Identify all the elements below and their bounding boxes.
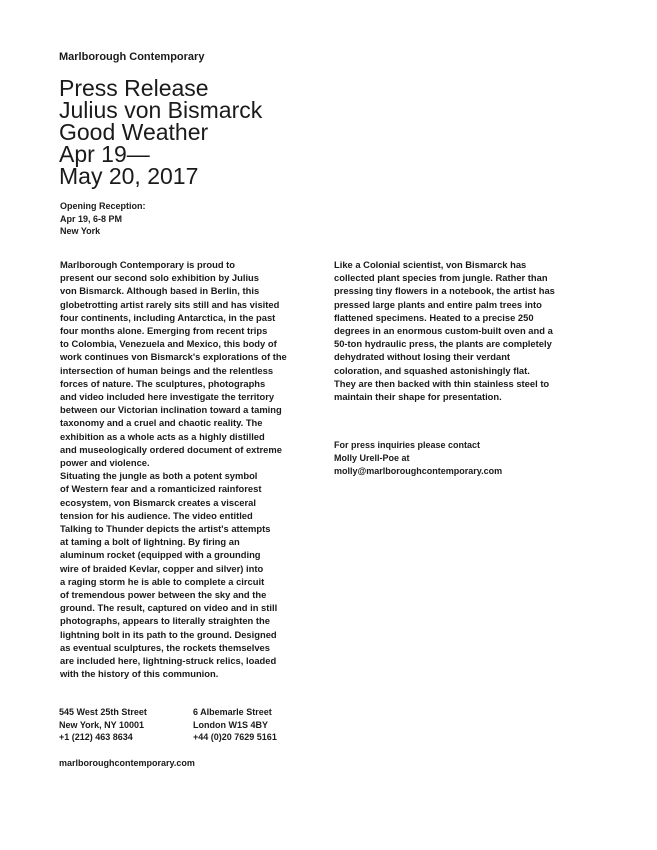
gallery-name: Marlborough Contemporary xyxy=(59,51,205,63)
title-line: Good Weather xyxy=(59,119,209,145)
address-city: London W1S 4BY xyxy=(193,719,268,730)
body-text-line: Marlborough Contemporary is proud to xyxy=(60,259,235,270)
body-text-line: tension for his audience. The video entitled xyxy=(60,509,253,521)
body-column-right xyxy=(334,258,555,403)
body-text-line: present our second solo exhibition by Julius xyxy=(60,272,259,284)
address-phone: +1 (212) 463 8634 xyxy=(59,732,133,742)
body-text-line: ecosystem, von Bismarck creates a visceral xyxy=(60,496,256,508)
address-city: New York, NY 10001 xyxy=(59,719,145,730)
body-text-line: ground. The result, captured on video and in still xyxy=(60,602,278,614)
website-link[interactable]: marlboroughcontemporary.com xyxy=(59,758,195,768)
address-street: 545 West 25th Street xyxy=(59,707,147,717)
body-text-line: pressing tiny flowers in a notebook, the artist has xyxy=(334,285,555,297)
title-line: Apr 19— xyxy=(59,141,150,167)
address-street: 6 Albemarle Street xyxy=(193,707,272,717)
body-text-line: at taming a bolt of lightning. By firing an xyxy=(60,536,240,548)
body-text-line: degrees in an enormous custom-built oven and a xyxy=(334,325,553,337)
body-text-line: They are then backed with thin stainless steel to xyxy=(334,377,550,389)
press-release-title xyxy=(59,77,262,187)
press-contact-line: For press inquiries please contact xyxy=(334,440,481,450)
body-text-line: globetrotting artist rarely sits still and has visited xyxy=(60,298,280,310)
reception-city: New York xyxy=(60,226,101,236)
body-text-line: and video included here investigate the territory xyxy=(60,391,275,403)
press-contact-email[interactable]: molly@marlboroughcontemporary.com xyxy=(334,466,503,476)
body-text-line: lightning bolt in its path to the ground. Designed xyxy=(60,628,277,640)
body-text-line: intersection of human beings and the relentless xyxy=(60,364,274,376)
body-text-line: a raging storm he is able to complete a circuit xyxy=(60,575,265,587)
press-contact xyxy=(334,439,502,478)
body-text-line: to Colombia, Venezuela and Mexico, this body of xyxy=(60,338,277,350)
title-line: Julius von Bismarck xyxy=(59,97,263,123)
body-column-left xyxy=(60,258,287,681)
body-text-line: taxonomy and a cruel and chaotic reality. The xyxy=(60,417,263,429)
body-text-line: aluminum rocket (equipped with a grounding xyxy=(60,549,261,561)
body-text-line: wire of braided Kevlar, copper and silver) into xyxy=(60,562,264,574)
body-text-line: work continues von Bismarck's explorations of the xyxy=(60,351,287,363)
title-line: Press Release xyxy=(59,75,209,101)
body-text-line: of tremendous power between the sky and the xyxy=(60,589,267,601)
body-text-line: are included here, lightning-struck relics, loaded xyxy=(60,655,277,667)
body-text-line: Like a Colonial scientist, von Bismarck has xyxy=(334,259,527,270)
body-text-line: between our Victorian inclination toward a taming xyxy=(60,404,282,416)
body-text-line: of Western fear and a romanticized rainforest xyxy=(60,483,262,495)
press-contact-name: Molly Urell-Poe at xyxy=(334,453,410,463)
body-text-line: Talking to Thunder depicts the artist's attempts xyxy=(60,523,271,535)
body-text-line: collected plant species from jungle. Rather than xyxy=(334,272,548,284)
body-text-line: and museologically ordered document of extreme xyxy=(60,443,282,455)
body-text-line: four months alone. Emerging from recent trips xyxy=(60,325,268,337)
body-text-line: forces of nature. The sculptures, photographs xyxy=(60,377,266,389)
opening-reception xyxy=(60,200,146,238)
body-text-line: pressed large plants and entire palm trees into xyxy=(334,298,542,310)
body-text-line: Situating the jungle as both a potent symbol xyxy=(60,470,258,482)
body-text-line: von Bismarck. Although based in Berlin, this xyxy=(60,285,260,297)
reception-date: Apr 19, 6-8 PM xyxy=(60,213,123,224)
body-text-line: four continents, including Antarctica, in the past xyxy=(60,311,276,323)
body-text-line: power and violence. xyxy=(60,457,150,469)
body-text-line: coloration, and squashed astonishingly flat. xyxy=(334,364,530,376)
body-text-line: flattened specimens. Heated to a precise 250 xyxy=(334,311,534,323)
body-text-line: with the history of this communion. xyxy=(60,668,219,680)
body-text-line: dehydrated without losing their verdant xyxy=(334,351,511,363)
body-text-line: photographs, appears to literally straighten the xyxy=(60,615,270,627)
body-text-line: exhibition as a whole acts as a highly distilled xyxy=(60,430,265,442)
reception-label: Opening Reception: xyxy=(60,201,146,211)
body-text-line: 50-ton hydraulic press, the plants are completely xyxy=(334,338,552,350)
body-text-line: as eventual sculptures, the rockets themselves xyxy=(60,641,270,653)
address-london xyxy=(193,706,277,744)
title-line: May 20, 2017 xyxy=(59,163,199,189)
body-text-line: maintain their shape for presentation. xyxy=(334,391,502,403)
address-new-york xyxy=(59,706,147,744)
address-phone: +44 (0)20 7629 5161 xyxy=(193,732,277,742)
